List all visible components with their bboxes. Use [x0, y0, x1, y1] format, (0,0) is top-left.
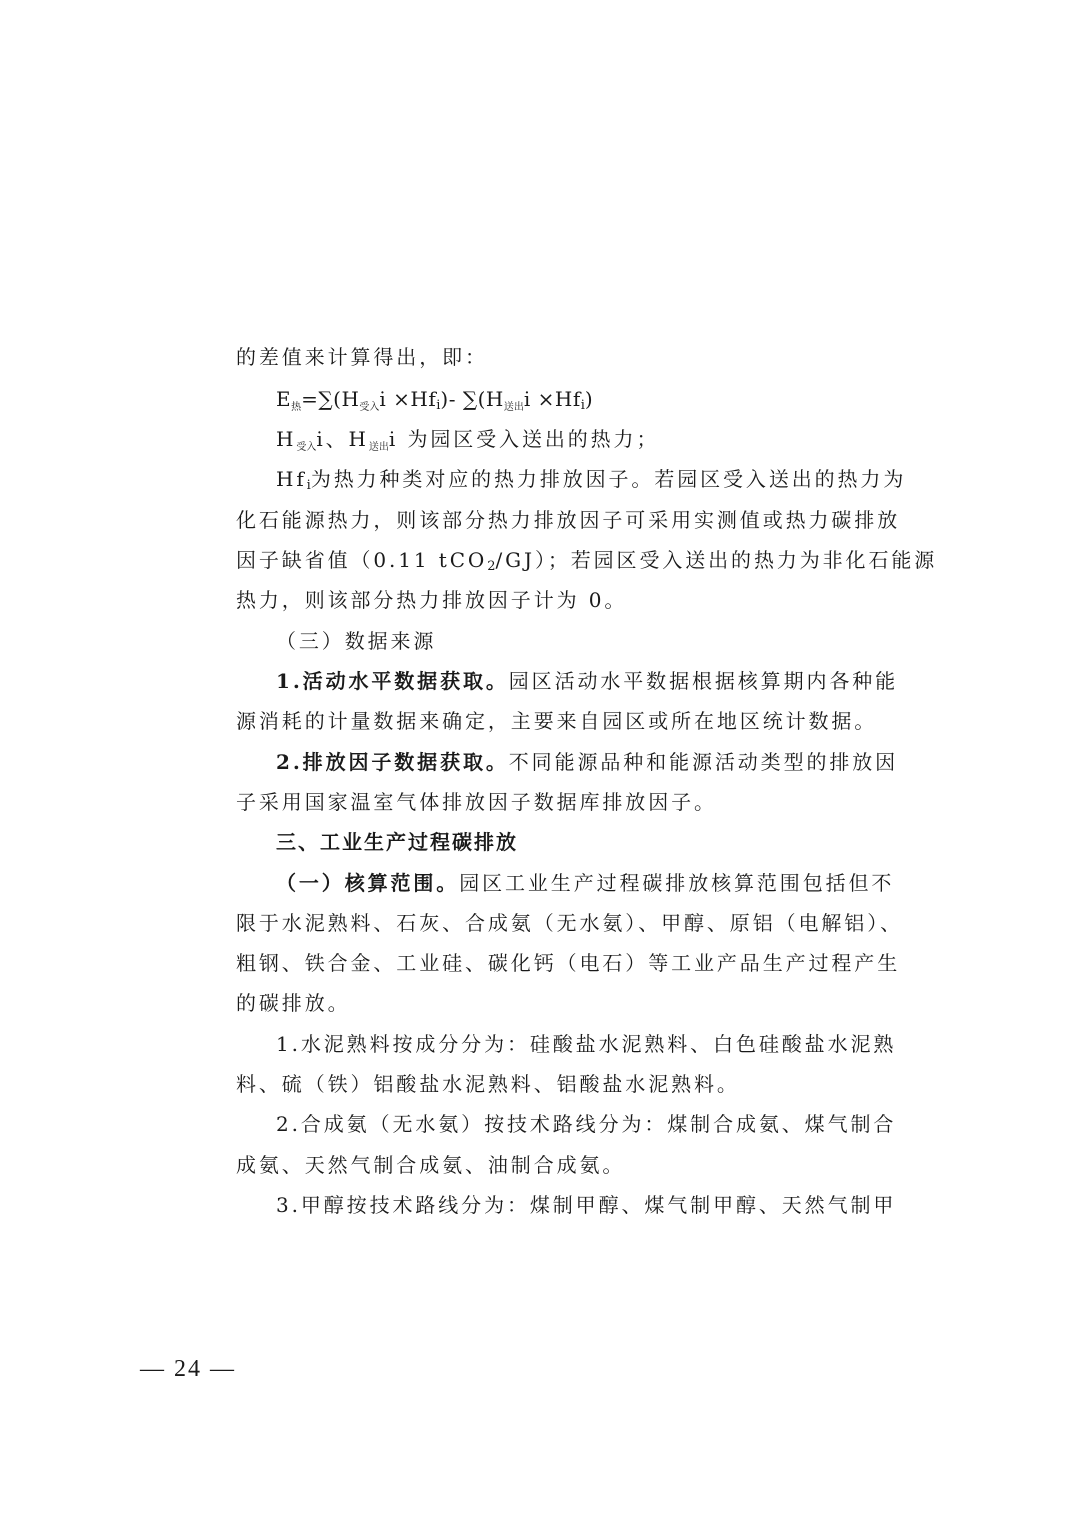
- text-span: 1.水泥熟料按成分分为：硅酸盐水泥熟料、白色硅酸盐水泥熟: [276, 1032, 897, 1056]
- formula-subscript: 受入: [359, 402, 380, 413]
- text-line: [276, 868, 895, 898]
- formula-subscript: i: [306, 478, 311, 493]
- formula-part: ): [584, 387, 594, 411]
- bold-lead-text: （一）核算范围。: [276, 871, 460, 895]
- text-line: [236, 1150, 836, 1180]
- text-span: 2.合成氨（无水氨）按技术路线分为：煤制合成氨、煤气制合: [276, 1112, 897, 1136]
- text-span: 化石能源热力，则该部分热力排放因子可采用实测值或热力碳排放: [236, 508, 901, 532]
- text-span: 的碳排放。: [236, 991, 351, 1015]
- section-heading-industrial-process: [276, 827, 836, 857]
- formula-heat-emission: [276, 384, 836, 423]
- text-line: [276, 1109, 897, 1139]
- formula-part: H: [276, 427, 297, 451]
- text-span: 因子缺省值（0.11 tCO: [236, 548, 488, 572]
- text-span: 子采用国家温室气体排放因子数据库排放因子。: [236, 790, 717, 814]
- formula-subscript: i: [580, 398, 585, 413]
- text-span: 源消耗的计量数据来确定，主要来自园区或所在地区统计数据。: [236, 709, 878, 733]
- text-line: [236, 342, 836, 372]
- text-line: [236, 787, 836, 817]
- text-line: [236, 706, 878, 736]
- text-span: 园区工业生产过程碳排放核算范围包括但不: [459, 871, 895, 895]
- text-line: [236, 585, 836, 615]
- text-line: [236, 505, 901, 535]
- formula-part: Hf: [276, 467, 307, 491]
- formula-subscript: 送出: [368, 442, 389, 453]
- text-span: 为热力种类对应的热力排放因子。若园区受入送出的热力为: [310, 467, 907, 491]
- text-span: /GJ）；若园区受入送出的热力为非化石能源: [495, 548, 938, 572]
- text-line: [276, 1029, 897, 1059]
- page-number: — 24 —: [140, 1356, 236, 1382]
- formula-part: i、H: [316, 427, 369, 451]
- text-span: 不同能源品种和能源活动类型的排放因: [508, 750, 899, 774]
- formula-subscript: i: [436, 398, 441, 413]
- formula-part: E: [276, 387, 292, 411]
- text-line: [236, 1069, 836, 1099]
- bold-lead-text: 1.活动水平数据获取。: [276, 669, 509, 693]
- text-line: [236, 988, 836, 1018]
- formula-subscript: 送出: [503, 402, 524, 413]
- formula-subscript: 2: [487, 559, 496, 574]
- text-span: 3.甲醇按技术路线分为：煤制甲醇、煤气制甲醇、天然气制甲: [276, 1193, 897, 1217]
- formula-part: i 为园区受入送出的热力；: [388, 427, 660, 451]
- text-line: [276, 747, 899, 777]
- text-line: [236, 545, 938, 582]
- formula-part: =∑(H: [301, 387, 360, 411]
- formula-subscript: 热: [291, 402, 302, 413]
- text-line: [276, 464, 907, 501]
- text-span: 成氨、天然气制合成氨、油制合成氨。: [236, 1153, 626, 1177]
- formula-part: i ×Hf: [523, 387, 581, 411]
- formula-part: )- ∑(H: [440, 387, 504, 411]
- text-span: 的差值来计算得出，即：: [236, 345, 488, 369]
- text-span: 园区活动水平数据根据核算期内各种能: [508, 669, 899, 693]
- text-line: [276, 666, 899, 696]
- text-line: [276, 1190, 897, 1220]
- formula-definition-h: [276, 424, 836, 463]
- formula-part: i ×Hf: [379, 387, 437, 411]
- text-line: [236, 908, 903, 938]
- bold-lead-text: 2.排放因子数据获取。: [276, 750, 509, 774]
- text-span: 粗钢、铁合金、工业硅、碳化钙（电石）等工业产品生产过程产生: [236, 951, 901, 975]
- heading-text: 三、工业生产过程碳排放: [276, 830, 518, 854]
- text-span: 限于水泥熟料、石灰、合成氨（无水氨）、甲醇、原铝（电解铝）、: [236, 911, 903, 935]
- section-heading-data-sources: [276, 626, 836, 656]
- text-line: [236, 948, 901, 978]
- text-span: 热力，则该部分热力排放因子计为 0。: [236, 588, 628, 612]
- heading-text: （三）数据来源: [276, 629, 437, 653]
- text-span: 料、硫（铁）铝酸盐水泥熟料、铝酸盐水泥熟料。: [236, 1072, 740, 1096]
- formula-subscript: 受入: [296, 442, 317, 453]
